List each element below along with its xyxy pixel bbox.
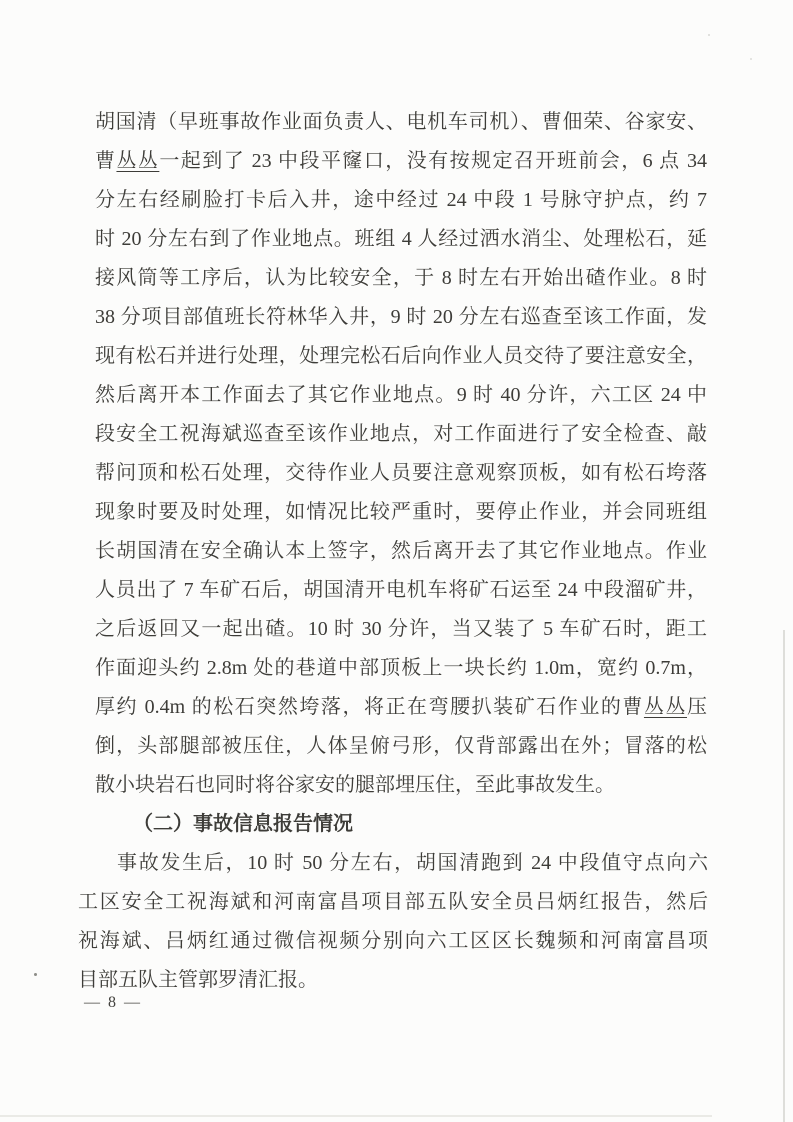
text-line: 帮问顶和松石处理，交待作业人员要注意观察顶板，如有松石垮落 [95,462,707,484]
accident-course-paragraph [95,103,707,805]
report-paragraph [78,844,708,1000]
text-line: 时 20 分左右到了作业地点。班组 4 人经过洒水消尘、处理松石，延 [95,228,707,250]
text-line: 散小块岩石也同时将谷家安的腿部埋压住，至此事故发生。 [95,774,615,796]
text-line: 现有松石并进行处理，处理完松石后向作业人员交待了要注意安全， [95,345,707,367]
scan-speck [750,58,752,60]
text-line: 38 分项目部值班长符林华入井，9 时 20 分左右巡查至该工作面，发 [95,306,707,328]
text-line: 胡国清（早班事故作业面负责人、电机车司机）、曹佃荣、谷家安、 [95,111,707,133]
text-line: 之后返回又一起出碴。10 时 30 分许，当又装了 5 车矿石时，距工 [95,618,707,640]
text-line: 然后离开本工作面去了其它作业地点。9 时 40 分许，六工区 24 中 [95,384,707,406]
underlined-name: 丛丛 [643,696,688,718]
text-line: 曹丛丛一起到了 23 中段平窿口，没有按规定召开班前会，6 点 34 [95,150,707,172]
text-line: 目部五队主管郭罗清汇报。 [78,969,318,991]
underlined-name: 丛丛 [116,150,160,172]
text-line: 作面迎头约 2.8m 处的巷道中部顶板上一块长约 1.0m，宽约 0.7m， [95,657,707,679]
section-heading: （二）事故信息报告情况 [133,813,353,835]
text-line: 倒，头部腿部被压住，人体呈俯弓形，仅背部露出在外；冒落的松 [95,735,707,757]
page-number: — 8 — [84,994,142,1011]
scan-speck [34,973,37,976]
text-line: 厚约 0.4m 的松石突然垮落，将正在弯腰扒装矿石作业的曹丛丛压 [95,696,707,718]
text-line: 分左右经刷脸打卡后入井，途中经过 24 中段 1 号脉守护点，约 7 [95,189,707,211]
text-line: 祝海斌、吕炳红通过微信视频分别向六工区区长魏频和河南富昌项 [78,930,708,952]
text-line: 工区安全工祝海斌和河南富昌项目部五队安全员吕炳红报告，然后 [78,891,708,913]
scan-edge-line-vertical [783,630,785,1122]
text-line: 长胡国清在安全确认本上签字，然后离开去了其它作业地点。作业 [95,540,707,562]
text-line: 人员出了 7 车矿石后，胡国清开电机车将矿石运至 24 中段溜矿井， [95,579,707,601]
scan-speck [708,34,710,36]
text-line: 现象时要及时处理，如情况比较严重时，要停止作业，并会同班组 [95,501,707,523]
text-line: 段安全工祝海斌巡查至该作业地点，对工作面进行了安全检查、敲 [95,423,707,445]
text-line: 事故发生后，10 时 50 分左右，胡国清跑到 24 中段值守点向六 [117,852,708,874]
scan-edge-line-horizontal [0,1115,712,1117]
text-line: 接风筒等工序后，认为比较安全，于 8 时左右开始出碴作业。8 时 [95,267,707,289]
